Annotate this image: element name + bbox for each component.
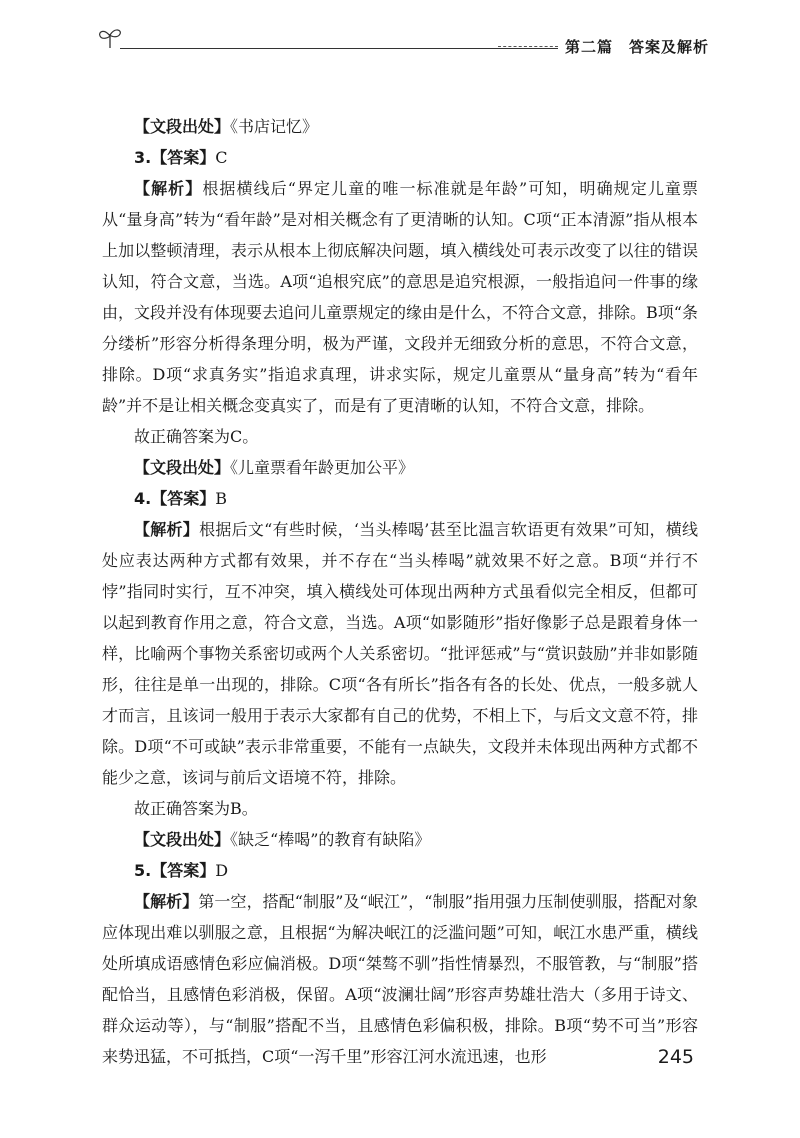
source-tag: 【文段出处】 [134, 458, 231, 477]
analysis-tag: 【解析】 [134, 179, 203, 198]
source-tag: 【文段出处】 [134, 830, 231, 849]
analysis-paragraph [102, 886, 698, 1072]
conclusion-text: 故正确答案为B。 [134, 799, 258, 818]
sprout-icon [96, 24, 124, 50]
analysis-text: 第一空，搭配“制服”及“岷江”，“制服”指用强力压制使驯服，搭配对象应体现出难以驯服之意，且根据“为解决岷江的泛滥问题”可知，岷江水患严重，横线处所填成语感情色彩应偏消极。D项“桀骜不驯”指性情暴烈，不服管教，与“制服”搭配恰当，且感情色彩消极，保留。A项“波澜壮阔”形容声势雄壮浩大（多用于诗文、群众运动等），与“制服”搭配不当，且感情色彩偏积极，排除。B项“势不可当”形容来势迅猛，不可抵挡，C项“一泻千里”形容江河水流迅速，也形 [102, 892, 698, 1066]
conclusion-line [102, 793, 698, 824]
analysis-paragraph [102, 173, 698, 421]
source-title: 《儿童票看年龄更加公平》 [230, 458, 415, 477]
analysis-tag: 【解析】 [134, 892, 199, 911]
section-title: 第二篇 答案及解析 [565, 38, 710, 56]
answer-value: D [215, 861, 229, 880]
answer-tag: 5.【答案】 [134, 861, 216, 880]
source-line [102, 111, 698, 142]
analysis-text: 根据后文“有些时候，‘当头棒喝’甚至比温言软语更有效果”可知，横线处应表达两种方式都有效果，并不存在“当头棒喝”就效果不好之意。B项“并行不悖”指同时实行，互不冲突，填入横线处可体现出两种方式虽看似完全相反，但都可以起到教育作用之意，符合文意，当选。A项“如影随形”指好像影子总是跟着身体一样，比喻两个事物关系密切或两个人关系密切。“批评惩戒”与“赏识鼓励”并非如影随形，往往是单一出现的，排除。C项“各有所长”指各有各的长处、优点，一般多就人才而言，且该词一般用于表示大家都有自己的优势，不相上下，与后文文意不符，排除。D项“不可或缺”表示非常重要，不能有一点缺失，文段并未体现出两种方式都不能少之意，该词与前后文语境不符，排除。 [102, 520, 698, 787]
conclusion-text: 故正确答案为C。 [134, 427, 259, 446]
answer-value: B [215, 489, 227, 508]
answer-tag: 4.【答案】 [134, 489, 216, 508]
source-title: 《缺乏“棒喝”的教育有缺陷》 [230, 830, 431, 849]
conclusion-line [102, 421, 698, 452]
header-dash [498, 46, 558, 47]
analysis-tag: 【解析】 [134, 520, 200, 539]
answer-line [102, 483, 698, 514]
analysis-text: 根据横线后“界定儿童的唯一标准就是年龄”可知，明确规定儿童票从“量身高”转为“看年龄”是对相关概念有了更清晰的认知。C项“正本清源”指从根本上加以整顿清理，表示从根本上彻底解决问题，填入横线处可表示改变了以往的错误认知，符合文意，当选。A项“追根究底”的意思是追究根源，一般指追问一件事的缘由，文段并没有体现要去追问儿童票规定的缘由是什么，不符合文意，排除。B项“条分缕析”形容分析得条理分明，极为严谨，文段并无细致分析的意思，不符合文意，排除。D项“求真务实”指追求真理，讲求实际，规定儿童票从“量身高”转为“看年龄”并不是让相关概念变真实了，而是有了更清晰的认知，不符合文意，排除。 [102, 179, 698, 415]
source-tag: 【文段出处】 [134, 117, 231, 136]
answer-line [102, 855, 698, 886]
answer-line [102, 142, 698, 173]
answer-tag: 3.【答案】 [134, 148, 216, 167]
source-title: 《书店记忆》 [230, 117, 319, 136]
source-line [102, 824, 698, 855]
answer-value: C [215, 148, 228, 167]
page-number: 245 [657, 1046, 694, 1068]
header-rule [120, 48, 558, 49]
analysis-paragraph [102, 514, 698, 793]
source-line [102, 452, 698, 483]
running-header [0, 0, 800, 80]
answer-body [102, 111, 698, 1072]
